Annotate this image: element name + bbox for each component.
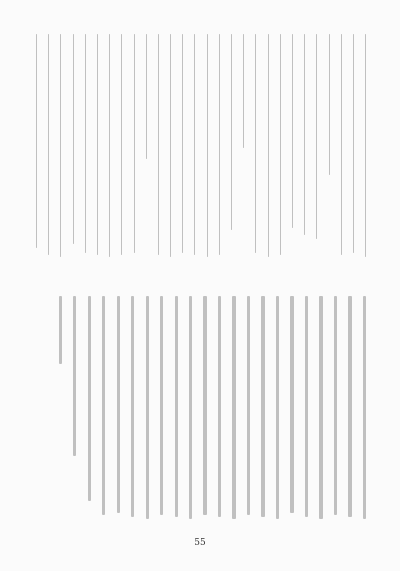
text-column: [292, 34, 293, 228]
text-column: [175, 296, 178, 517]
text-column: [146, 296, 149, 519]
text-column: [182, 34, 183, 253]
text-column: [109, 34, 110, 257]
text-column: [121, 34, 122, 255]
text-column: [231, 34, 232, 230]
text-column: [316, 34, 317, 239]
text-column: [290, 296, 293, 513]
text-column: [131, 296, 134, 517]
text-column: [243, 34, 244, 148]
text-column: [59, 296, 62, 364]
text-column: [203, 296, 206, 515]
text-column: [73, 34, 74, 244]
text-column: [102, 296, 105, 515]
text-column: [88, 296, 91, 501]
text-column: [232, 296, 235, 519]
text-column: [73, 296, 76, 456]
text-column: [85, 34, 86, 253]
text-column: [218, 296, 221, 517]
text-column: [219, 34, 220, 255]
text-column: [261, 296, 264, 517]
text-column: [160, 296, 163, 515]
text-column: [329, 34, 330, 175]
text-column: [348, 296, 351, 517]
text-column: [365, 34, 366, 257]
text-column: [36, 34, 37, 248]
text-column: [304, 34, 305, 235]
text-column: [207, 34, 208, 257]
text-column: [158, 34, 159, 255]
text-column: [276, 296, 279, 519]
text-column: [194, 34, 195, 255]
text-column: [280, 34, 281, 255]
text-column: [247, 296, 250, 515]
text-column: [60, 34, 61, 257]
top-text-block: [36, 34, 366, 262]
text-column: [134, 34, 135, 253]
text-column: [146, 34, 147, 159]
text-column: [255, 34, 256, 253]
text-column: [97, 34, 98, 255]
text-column: [268, 34, 269, 257]
text-column: [341, 34, 342, 255]
text-column: [353, 34, 354, 253]
text-column: [363, 296, 366, 519]
text-column: [319, 296, 322, 519]
text-column: [170, 34, 171, 257]
bottom-text-block: [36, 296, 366, 524]
text-column: [117, 296, 120, 513]
text-column: [48, 34, 49, 255]
text-column: [189, 296, 192, 519]
text-column: [334, 296, 337, 515]
text-column: [305, 296, 308, 517]
page-number: 55: [194, 538, 206, 548]
